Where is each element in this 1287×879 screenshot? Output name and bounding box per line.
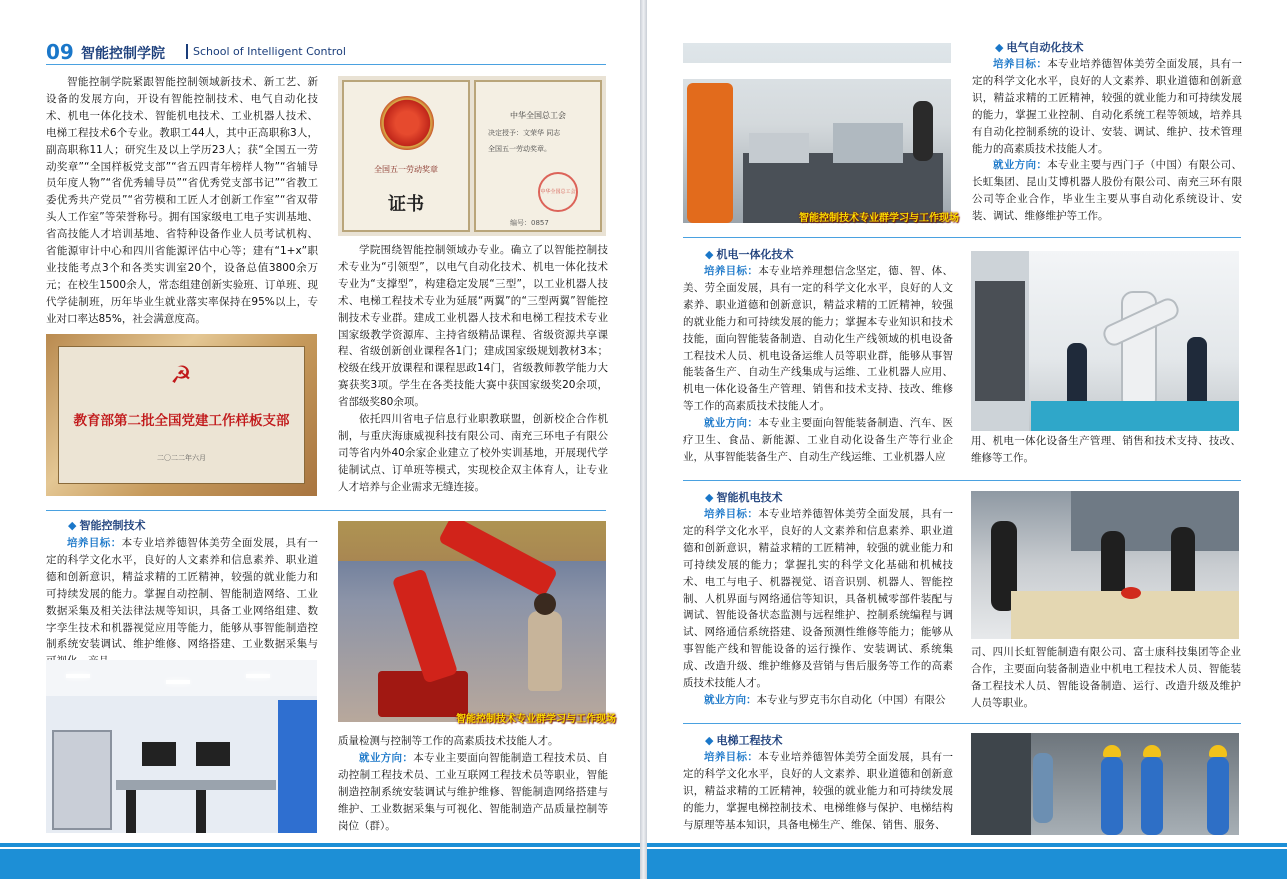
diamond-icon: ◆	[995, 41, 1004, 54]
section-heading-mechatronics	[705, 247, 793, 263]
college-subtitle: School of Intelligent Control	[193, 45, 346, 58]
job-label: 就业方向：	[704, 417, 759, 430]
job-text: 本专业主要与西门子（中国）有限公司、长虹集团、昆山艾博机器人股份有限公司、南充三环有限公司等企业合作，毕业生主要从事自动化系统设计、安装、调试、维修维护等工作。	[972, 159, 1243, 223]
hard-hat-icon	[1143, 745, 1161, 757]
page-gutter	[640, 0, 647, 879]
goal-text: 本专业培养德智体美劳全面发展，具有一定的科学文化水平，良好的人文素养、职业道德和创新意识，精益求精的工匠精神，较强的就业能力和可持续发展的能力，掌握电梯控制技术、电梯维修与保护、电梯结构与原理等基本知识，具备电梯生产、维保、销售、服务、	[683, 751, 954, 831]
student-figure	[528, 611, 562, 691]
red-component	[1121, 587, 1141, 599]
seal-text: 中华全国总工会	[540, 189, 576, 195]
intro-text-2	[338, 242, 608, 496]
job-continued: 用、机电一体化设备生产管理、销售和技术支持、技改、维修等工作。	[971, 435, 1241, 464]
diamond-icon: ◆	[705, 248, 714, 261]
plaque-date: 二〇二二年六月	[157, 454, 206, 462]
medal-icon	[380, 96, 434, 150]
page-number: 09	[46, 40, 74, 64]
intelligent-mechatronics-text-cont	[971, 644, 1241, 712]
goal-text: 本专业培养理想信念坚定，德、智、体、美、劳全面发展，具有一定的科学文化水平，良好的人文素养、职业道德和创新意识，精益求精的工匠精神，较强的就业能力和可持续发展的能力；掌握本专业知识和技术技能，面向智能装备制造、自动化生产线领域的机电设备工程技术人员、机电设备运维人员等职业群，能够从事智能装备生产、自动生产线集成与运维、工业机器人应用、机电一体化设备生产管理、销售和技术支持、技改、维修等工作的高素质技术技能人才。	[683, 265, 954, 413]
intro-paragraph-2: 学院围绕智能控制领域办专业。确立了以智能控制技术专业为“引领型”，以电气自动化技术、机电一体化技术专业为“支撑型”，构建稳定发展“三型”，以工业机器人技术、电梯工程技术专业为延展“两翼”的“三型两翼”智能控制技术专业群。建成工业机器人技术和电梯工程技术专业国家级教学资源库、主持省级精品课程、省级资源共享课程、省级创新创业课程各1门；建成国家级规划教材3本；校级在线开放课程和课程思政14门，省级教师教学能力大赛获奖3项。学生在各类技能大赛中获国家级奖20余项，省部级奖80余项。	[338, 244, 608, 409]
lab-desk	[116, 780, 276, 790]
certificate-photo	[338, 76, 606, 236]
section-title: 智能控制技术	[79, 519, 146, 532]
goal-label: 培养目标：	[704, 265, 759, 277]
goal-label: 培养目标：	[704, 508, 759, 520]
seal-icon	[538, 172, 578, 212]
worker-figure	[1141, 757, 1163, 835]
computer-lab-photo	[46, 660, 317, 833]
machine-housing	[1071, 491, 1239, 551]
goal-text: 本专业培养德智体美劳全面发展，具有一定的科学文化水平，良好的人文素养和信息素养、职业道德和创新意识，精益求精的工匠精神，较强的就业能力和可持续发展的能力。掌握自动控制、智能制造网络、工业数据采集及相关法律法规等知识，具备工业网络组建、数字孪生技术和机器视觉应用等能力，能够从事智能制造控制系统安装调试、维护维修、网络搭建、工业数据采集与	[46, 537, 319, 651]
job-text: 本专业主要面向智能装备制造、汽车、医疗卫生、食品、新能源、工业自动化设备生产等行业企业，从事智能装备生产、自动生产线运维、工业机器人应	[683, 417, 954, 463]
top-photo-caption: 智能控制技术专业群学习与工作现场	[799, 213, 959, 224]
worker-figure	[1033, 753, 1053, 823]
goal-text: 本专业培养德智体美劳全面发展，具有一定的科学文化水平，良好的人文素养和信息素养、职业道德和创新意识，精益求精的工匠精神，较强的就业能力和可持续发展的能力；掌握扎实的科学文化基础和机械技术、电工与电子、机器视觉、语音识别、机器人、智能控制、人机界面与网络通信等知识，具备机械零部件装配与调试、智能设备状态监测与远程维护、控制系统编程与调试、网络通信系统搭建、设备预测性维修等能力；能够从事智能产线和智能设备的运行操作、安装调试、系统集成、改造升级、维护维修及营销与售后服务等工作的高素质技术技能人才。	[683, 508, 954, 690]
job-text: 本专业主要面向智能制造工程技术员、自动控制工程技术员、工业互联网工程技术员等职业，智能制造控制系统安装调试与维护维修、智能制造网络搭建与维护、工业数据采集与可视化、智能制造产品质量控制等岗位（群）。	[338, 751, 609, 832]
certificate-left-panel	[342, 80, 470, 232]
diamond-icon: ◆	[705, 734, 714, 747]
training-cabinet	[52, 730, 112, 830]
job-continued: 司、四川长虹智能制造有限公司、富士康科技集团等企业合作，主要面向装备制造业中机电工程技术人员、智能装备工程技术人员、智能设备制造、运行、改造升级及维护人员等职业。	[971, 646, 1241, 709]
monitor	[196, 742, 230, 766]
orange-robot	[687, 83, 733, 223]
certificate-right-panel	[474, 80, 602, 232]
goal-label: 培养目标：	[67, 537, 122, 549]
plaque-text: 教育部第二批全国党建工作样板支部	[73, 413, 290, 429]
right-page	[647, 0, 1287, 879]
person-figure	[913, 101, 933, 161]
ceiling-lamp	[166, 680, 190, 684]
goal-label: 培养目标：	[704, 751, 759, 763]
mechatronics-text	[683, 263, 953, 466]
certificate-org: 中华全国总工会	[510, 111, 566, 120]
elevator-engineering-text	[683, 749, 953, 834]
electrical-automation-text	[972, 56, 1242, 225]
right-footer-bar	[647, 849, 1287, 879]
control-cabinet	[975, 281, 1025, 401]
party-emblem-icon: ☭	[170, 361, 192, 389]
section-rule	[683, 480, 1241, 481]
robot-arm-lower	[392, 568, 458, 683]
left-page	[0, 0, 640, 879]
elevator-training-photo	[971, 733, 1239, 835]
workstation-base	[1031, 401, 1239, 431]
header-divider	[186, 44, 188, 59]
section-rule	[683, 237, 1241, 238]
lab-ceiling	[46, 660, 317, 696]
robot-arm-photo	[338, 521, 606, 722]
intelligent-mechatronics-text	[683, 506, 953, 709]
chair	[126, 790, 136, 833]
ceiling-lamp	[246, 674, 270, 678]
left-footer-bar	[0, 849, 640, 879]
job-label: 就业方向：	[704, 693, 757, 706]
section-title: 智能机电技术	[716, 491, 783, 504]
equipment	[833, 123, 903, 163]
intro-paragraph-3: 依托四川省电子信息行业职教联盟，创新校企合作机制，与重庆海康威视科技有限公司、南充三环电子有限公司等省内外40余家企业建立了校外实训基地，开展现代学徒制试点、订单班等模式，实现校企双主体育人，让专业人才培养与企业需求无缝连接。	[338, 413, 608, 493]
section-heading-electrical-automation	[995, 40, 1083, 56]
goal-text: 本专业培养德智体美劳全面发展，具有一定的科学文化水平，良好的人文素养、职业道德和创新意识，精益求精的工匠精神，较强的就业能力和可持续发展的能力，掌握工业控制、自动化系统工程等领域，培养具有自动化控制系统的设计、安装、调试、维护、技术管理能力的高素质技术技能人才。	[972, 58, 1243, 155]
intelligent-control-goal	[46, 535, 318, 670]
section-rule	[683, 723, 1241, 724]
college-title: 智能控制学院	[81, 46, 165, 62]
ceiling-lamp	[66, 674, 90, 678]
mechatronics-text-cont	[971, 433, 1241, 467]
goal-continued: 质量检测与控制等工作的高素质技术技能人才。	[338, 735, 559, 747]
plaque-face	[58, 346, 305, 484]
equipment	[749, 133, 809, 163]
section-heading-intelligent-control	[68, 518, 145, 534]
section-title: 机电一体化技术	[716, 248, 794, 261]
student-head	[534, 593, 556, 615]
section-rule	[46, 510, 606, 511]
job-label: 就业方向：	[993, 159, 1048, 172]
mechatronics-lab-photo	[971, 251, 1239, 431]
hard-hat-icon	[1103, 745, 1121, 757]
worker-figure	[1101, 757, 1123, 835]
section-heading-elevator-engineering	[705, 733, 782, 749]
header-rule	[46, 64, 606, 65]
intelligent-mechatronics-photo	[971, 491, 1239, 639]
monitor	[142, 742, 176, 766]
intelligent-control-job	[338, 733, 608, 834]
hard-hat-icon	[1209, 745, 1227, 757]
diamond-icon: ◆	[68, 519, 77, 532]
goal-label: 培养目标：	[993, 58, 1048, 70]
robot-photo-caption: 智能控制技术专业群学习与工作现场	[456, 714, 616, 725]
job-label: 就业方向：	[359, 751, 414, 764]
worker-figure	[1207, 757, 1229, 835]
certificate-serial: 编号：0857	[510, 219, 549, 227]
section-title: 电气自动化技术	[1006, 41, 1084, 54]
chair	[196, 790, 206, 833]
section-title: 电梯工程技术	[716, 734, 783, 747]
intro-paragraph-1: 智能控制学院紧跟智能控制领域新技术、新工艺、新设备的发展方向，开设有智能控制技术、电气自动化技术、机电一体化技术、智能机电技术、工业机器人技术、电梯工程技术6个专业。教职工44人，其中正高职称3人，副高职称11人；研究生及以上学历23人；获“全国五一劳动奖章”“全国样板党支部”“省五四青年榜样人物”“省辅导员年度人物”“省优秀辅导员”“省优秀党支部书记”“省教工委优秀共产党员”“省劳模和工匠人才创新工作室”“省双带头人工作室”等荣誉称号。拥有国家级电工电子实训基地、省高技能人才培训基地、省特种设备作业人员考试机构、省能源审计中心和四川省能源评估中心等；建有“1+x”职业技能考点3个和各类实训室20个，设备总值3800余万元；在校生1500余人，常态组建创新实验班、订单班、现代学徒制班，历年毕业生就业落实率保持在95%以上，专业对口率达85%，社会满意度高。	[46, 76, 318, 325]
person-figure	[1067, 343, 1087, 409]
banner-strip	[683, 63, 951, 79]
person-figure	[1187, 337, 1207, 409]
certificate-line-1: 决定授予：文荣华 同志	[488, 129, 561, 137]
section-heading-intelligent-mechatronics	[705, 490, 782, 506]
plaque-photo	[46, 334, 317, 496]
certificate-title: 证书	[388, 194, 424, 215]
blue-curtain	[278, 700, 317, 833]
elevator-shaft	[971, 733, 1031, 835]
diamond-icon: ◆	[705, 491, 714, 504]
job-text: 本专业与罗克韦尔自动化（中国）有限公	[756, 693, 946, 706]
medal-caption: 全国五一劳动奖章	[374, 165, 438, 174]
certificate-line-2: 全国五一劳动奖章。	[488, 145, 551, 153]
intro-text	[46, 74, 318, 328]
automation-lab-photo	[683, 43, 951, 223]
